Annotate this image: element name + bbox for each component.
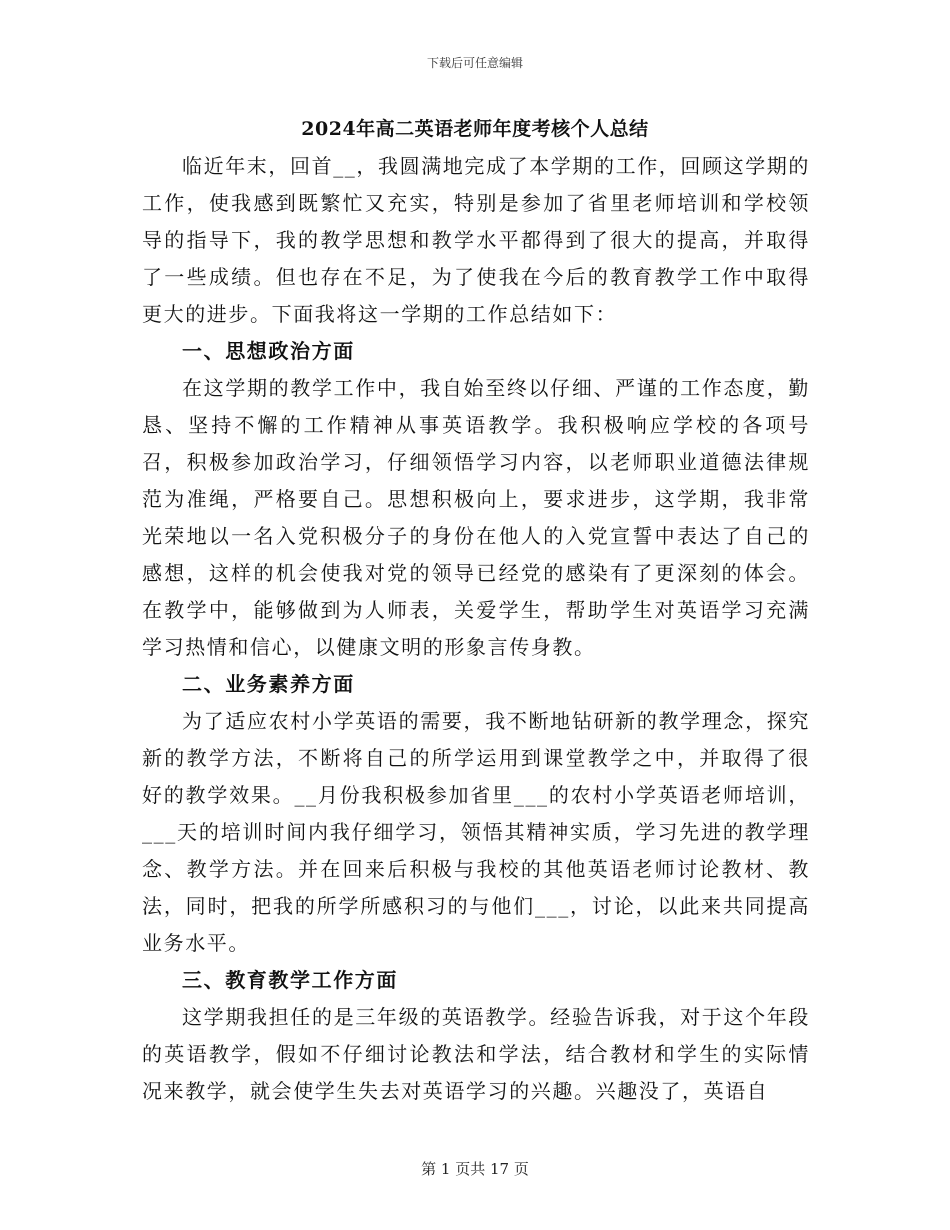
header-note: 下载后可任意编辑 — [426, 56, 523, 70]
document-body — [142, 148, 810, 1110]
section-paragraph-teaching: 这学期我担任的是三年级的英语教学。经验告诉我，对于这个年段的英语教学，假如不仔细讨论教法和学法，结合教材和学生的实际情况来教学，就会使学生失去对英语学习的兴趣。兴趣没了，英语自 — [142, 1005, 810, 1103]
page-number-footer: 第 1 页共 17 页 — [421, 1160, 529, 1178]
section-heading-ideology: 一、思想政治方面 — [182, 339, 355, 363]
document-title: 2024年高二英语老师年度考核个人总结 — [301, 118, 649, 140]
section-heading-teaching: 三、教育教学工作方面 — [182, 968, 398, 992]
section-paragraph-ideology: 在这学期的教学工作中，我自始至终以仔细、严谨的工作态度，勤恳、坚持不懈的工作精神从事英语教学。我积极响应学校的各项号召，积极参加政治学习，仔细领悟学习内容，以老师职业道德法律规范为准绳，严格要自己。思想积极向上，要求进步，这学期，我非常光荣地以一名入党积极分子的身份在他人的入党宣誓中表达了自己的感想，这样的机会使我对党的领导已经党的感染有了更深刻的体会。在教学中，能够做到为人师表，关爱学生，帮助学生对英语学习充满学习热情和信心，以健康文明的形象言传身教。 — [142, 376, 810, 659]
intro-paragraph: 临近年末，回首__，我圆满地完成了本学期的工作，回顾这学期的工作，使我感到既繁忙又充实，特别是参加了省里老师培训和学校领导的指导下，我的教学思想和教学水平都得到了很大的提高，并取得了一些成绩。但也存在不足，为了使我在今后的教育教学工作中取得更大的进步。下面我将这一学期的工作总结如下： — [142, 154, 810, 326]
section-heading-professional: 二、业务素养方面 — [182, 672, 355, 696]
section-paragraph-professional: 为了适应农村小学英语的需要，我不断地钻研新的教学理念，探究新的教学方法，不断将自己的所学运用到课堂教学之中，并取得了很好的教学效果。__月份我积极参加省里___的农村小学英语老师培训，___天的培训时间内我仔细学习，领悟其精神实质，学习先进的教学理念、教学方法。并在回来后积极与我校的其他英语老师讨论教材、教法，同时，把我的所学所感积习的与他们___，讨论，以此来共同提高业务水平。 — [142, 709, 810, 955]
